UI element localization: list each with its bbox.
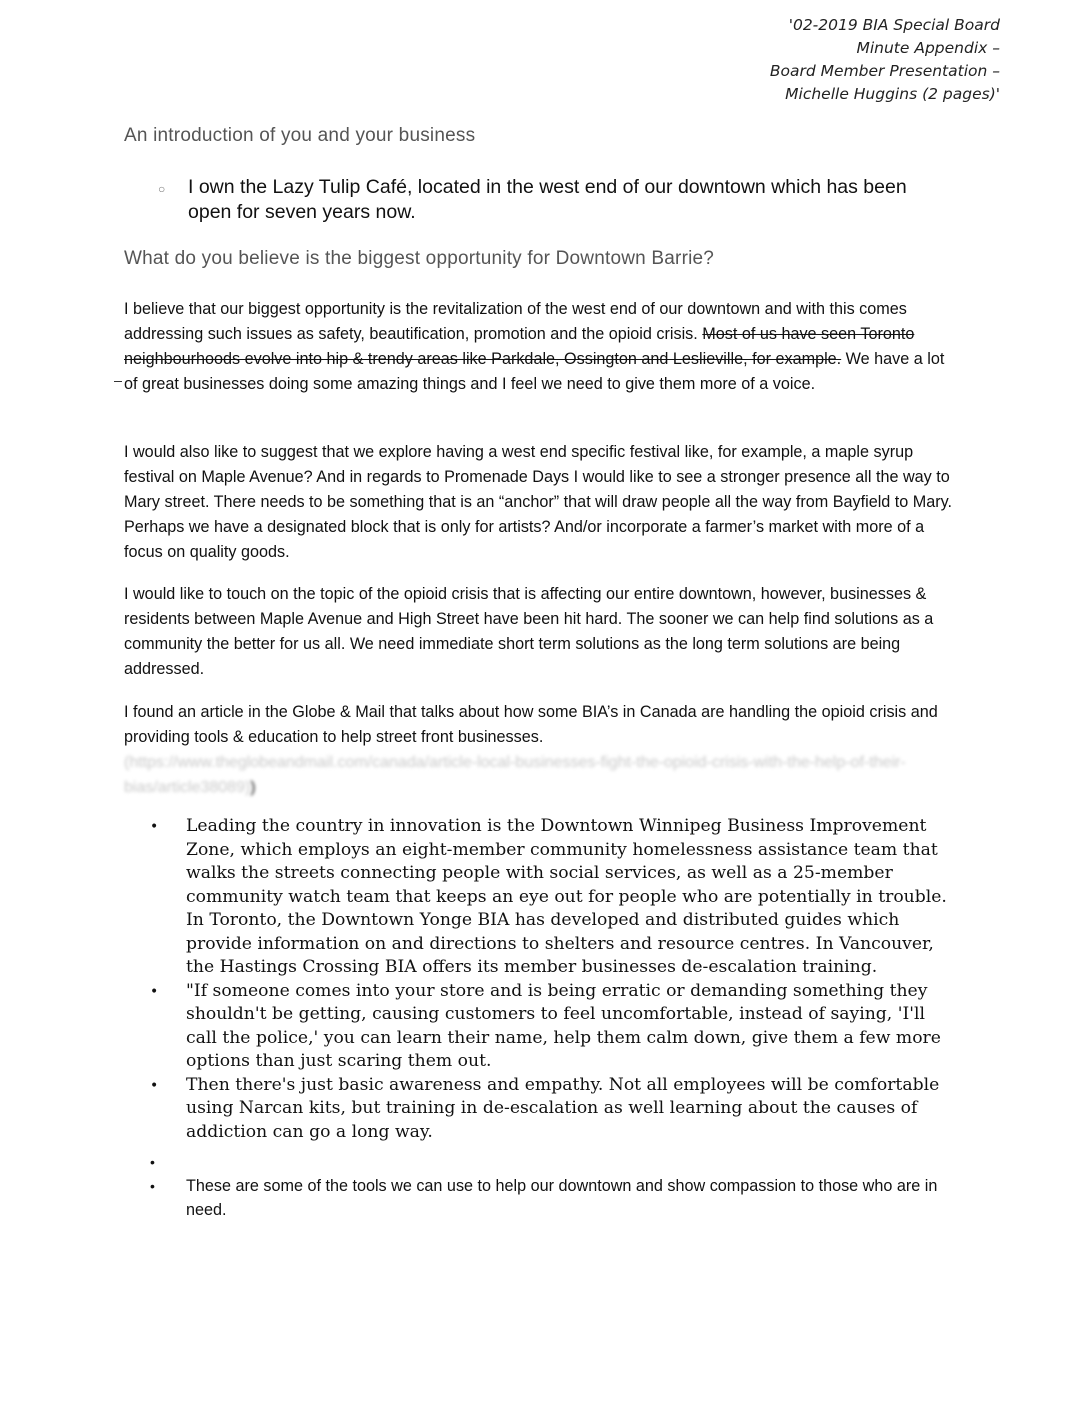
opioid-paragraph: I would like to touch on the topic of the opioid crisis that is affecting our entire downtown, however, businesses & residents between Maple Avenue and High Street have been hit hard. The sooner we can help find solutions as a community the better for us all. We need immediate short term solutions as the long term solutions are being addressed. xyxy=(124,585,934,678)
header-line: Michelle Huggins (2 pages)' xyxy=(785,85,1000,103)
header-line: Board Member Presentation – xyxy=(769,62,1000,80)
quote-text: Leading the country in innovation is the Downtown Winnipeg Business Improvement Zone, which employs an eight-member community homelessness assistance team that walks the streets connecting people with social services, as well as a 25-member community watch team that keeps an eye out for people who are potentially in trouble. In Toronto, the Downtown Yonge BIA has developed and distributed guides which provide information on and directions to shelters and resource centres. In Vancouver, the Hastings Crossing BIA offers its member businesses de-escalation training. xyxy=(186,816,947,977)
intro-list-item xyxy=(158,175,938,225)
redacted-link xyxy=(124,750,944,800)
margin-mark xyxy=(114,381,122,382)
redacted-url: (https://www.theglobeandmail.com/canada/article-local-businesses-fight-the-opioid-crisis-with-the-help-of-their-bias/article38089) xyxy=(124,754,906,796)
hollow-bullet-icon: ○ xyxy=(158,182,166,196)
quote-text: Then there's just basic awareness and empathy. Not all employees will be comfortable using Narcan kits, but training in de-escalation as well learning about the causes of addiction can go a long way. xyxy=(186,1074,940,1142)
list-item xyxy=(150,980,950,1074)
festival-paragraph: I would also like to suggest that we explore having a west end specific festival like, for example, a maple syrup festival on Maple Avenue? And in regards to Promenade Days I would like to see a stronger presence all the way to Mary street. There needs to be something that is an “anchor” that will draw people all the way from Bayfield to Mary. Perhaps we have a designated block that is only for artists? And/or incorporate a farmer’s market with more of a focus on quality goods. xyxy=(124,443,953,561)
struck-text: Most of us have seen Toronto neighbourhoods evolve into hip & trendy areas like Parkdale, Ossington and Leslieville, for example. xyxy=(124,325,915,368)
intro-text: I own the Lazy Tulip Café, located in the west end of our downtown which has been open for seven years now. xyxy=(188,176,907,223)
article-paragraph: I found an article in the Globe & Mail that talks about how some BIA’s in Canada are handling the opioid crisis and providing tools & education to help street front businesses. xyxy=(124,703,938,746)
article-quote-list xyxy=(150,815,950,1144)
closing-list xyxy=(150,1150,950,1222)
intro-heading: An introduction of you and your business xyxy=(124,125,476,146)
opportunity-paragraph xyxy=(124,297,954,397)
paragraph-text: We have a lot of great businesses doing some amazing things and I feel we need to give them more of a voice. xyxy=(124,350,945,393)
empty-list-item xyxy=(150,1150,950,1174)
quote-text: "If someone comes into your store and is being erratic or demanding something they shouldn't be getting, causing customers to feel uncomfortable, instead of saying, 'I'll call the police,' you can learn their name, help them calm down, give them a few more options than just scaring them out. xyxy=(186,980,941,1071)
appendix-header xyxy=(680,14,1000,106)
bullet-icon: • xyxy=(150,1154,155,1170)
bullet-icon: • xyxy=(150,819,159,835)
list-item xyxy=(150,1174,950,1222)
header-line: Minute Appendix – xyxy=(856,39,1000,57)
header-line: '02-2019 BIA Special Board xyxy=(788,16,1000,34)
bullet-icon: • xyxy=(150,1178,155,1194)
paragraph-text: I believe that our biggest opportunity is the revitalization of the west end of our downtown and with this comes addressing such issues as safety, beautification, promotion and the opioid crisis. xyxy=(124,300,907,343)
bullet-icon: • xyxy=(150,983,159,1000)
link-close-paren: ) xyxy=(250,779,256,796)
opportunity-heading: What do you believe is the biggest opportunity for Downtown Barrie? xyxy=(124,248,715,269)
list-item xyxy=(150,1074,950,1145)
closing-text: These are some of the tools we can use to help our downtown and show compassion to those who are in need. xyxy=(186,1177,938,1219)
list-item xyxy=(150,815,950,980)
bullet-icon: • xyxy=(150,1077,159,1094)
